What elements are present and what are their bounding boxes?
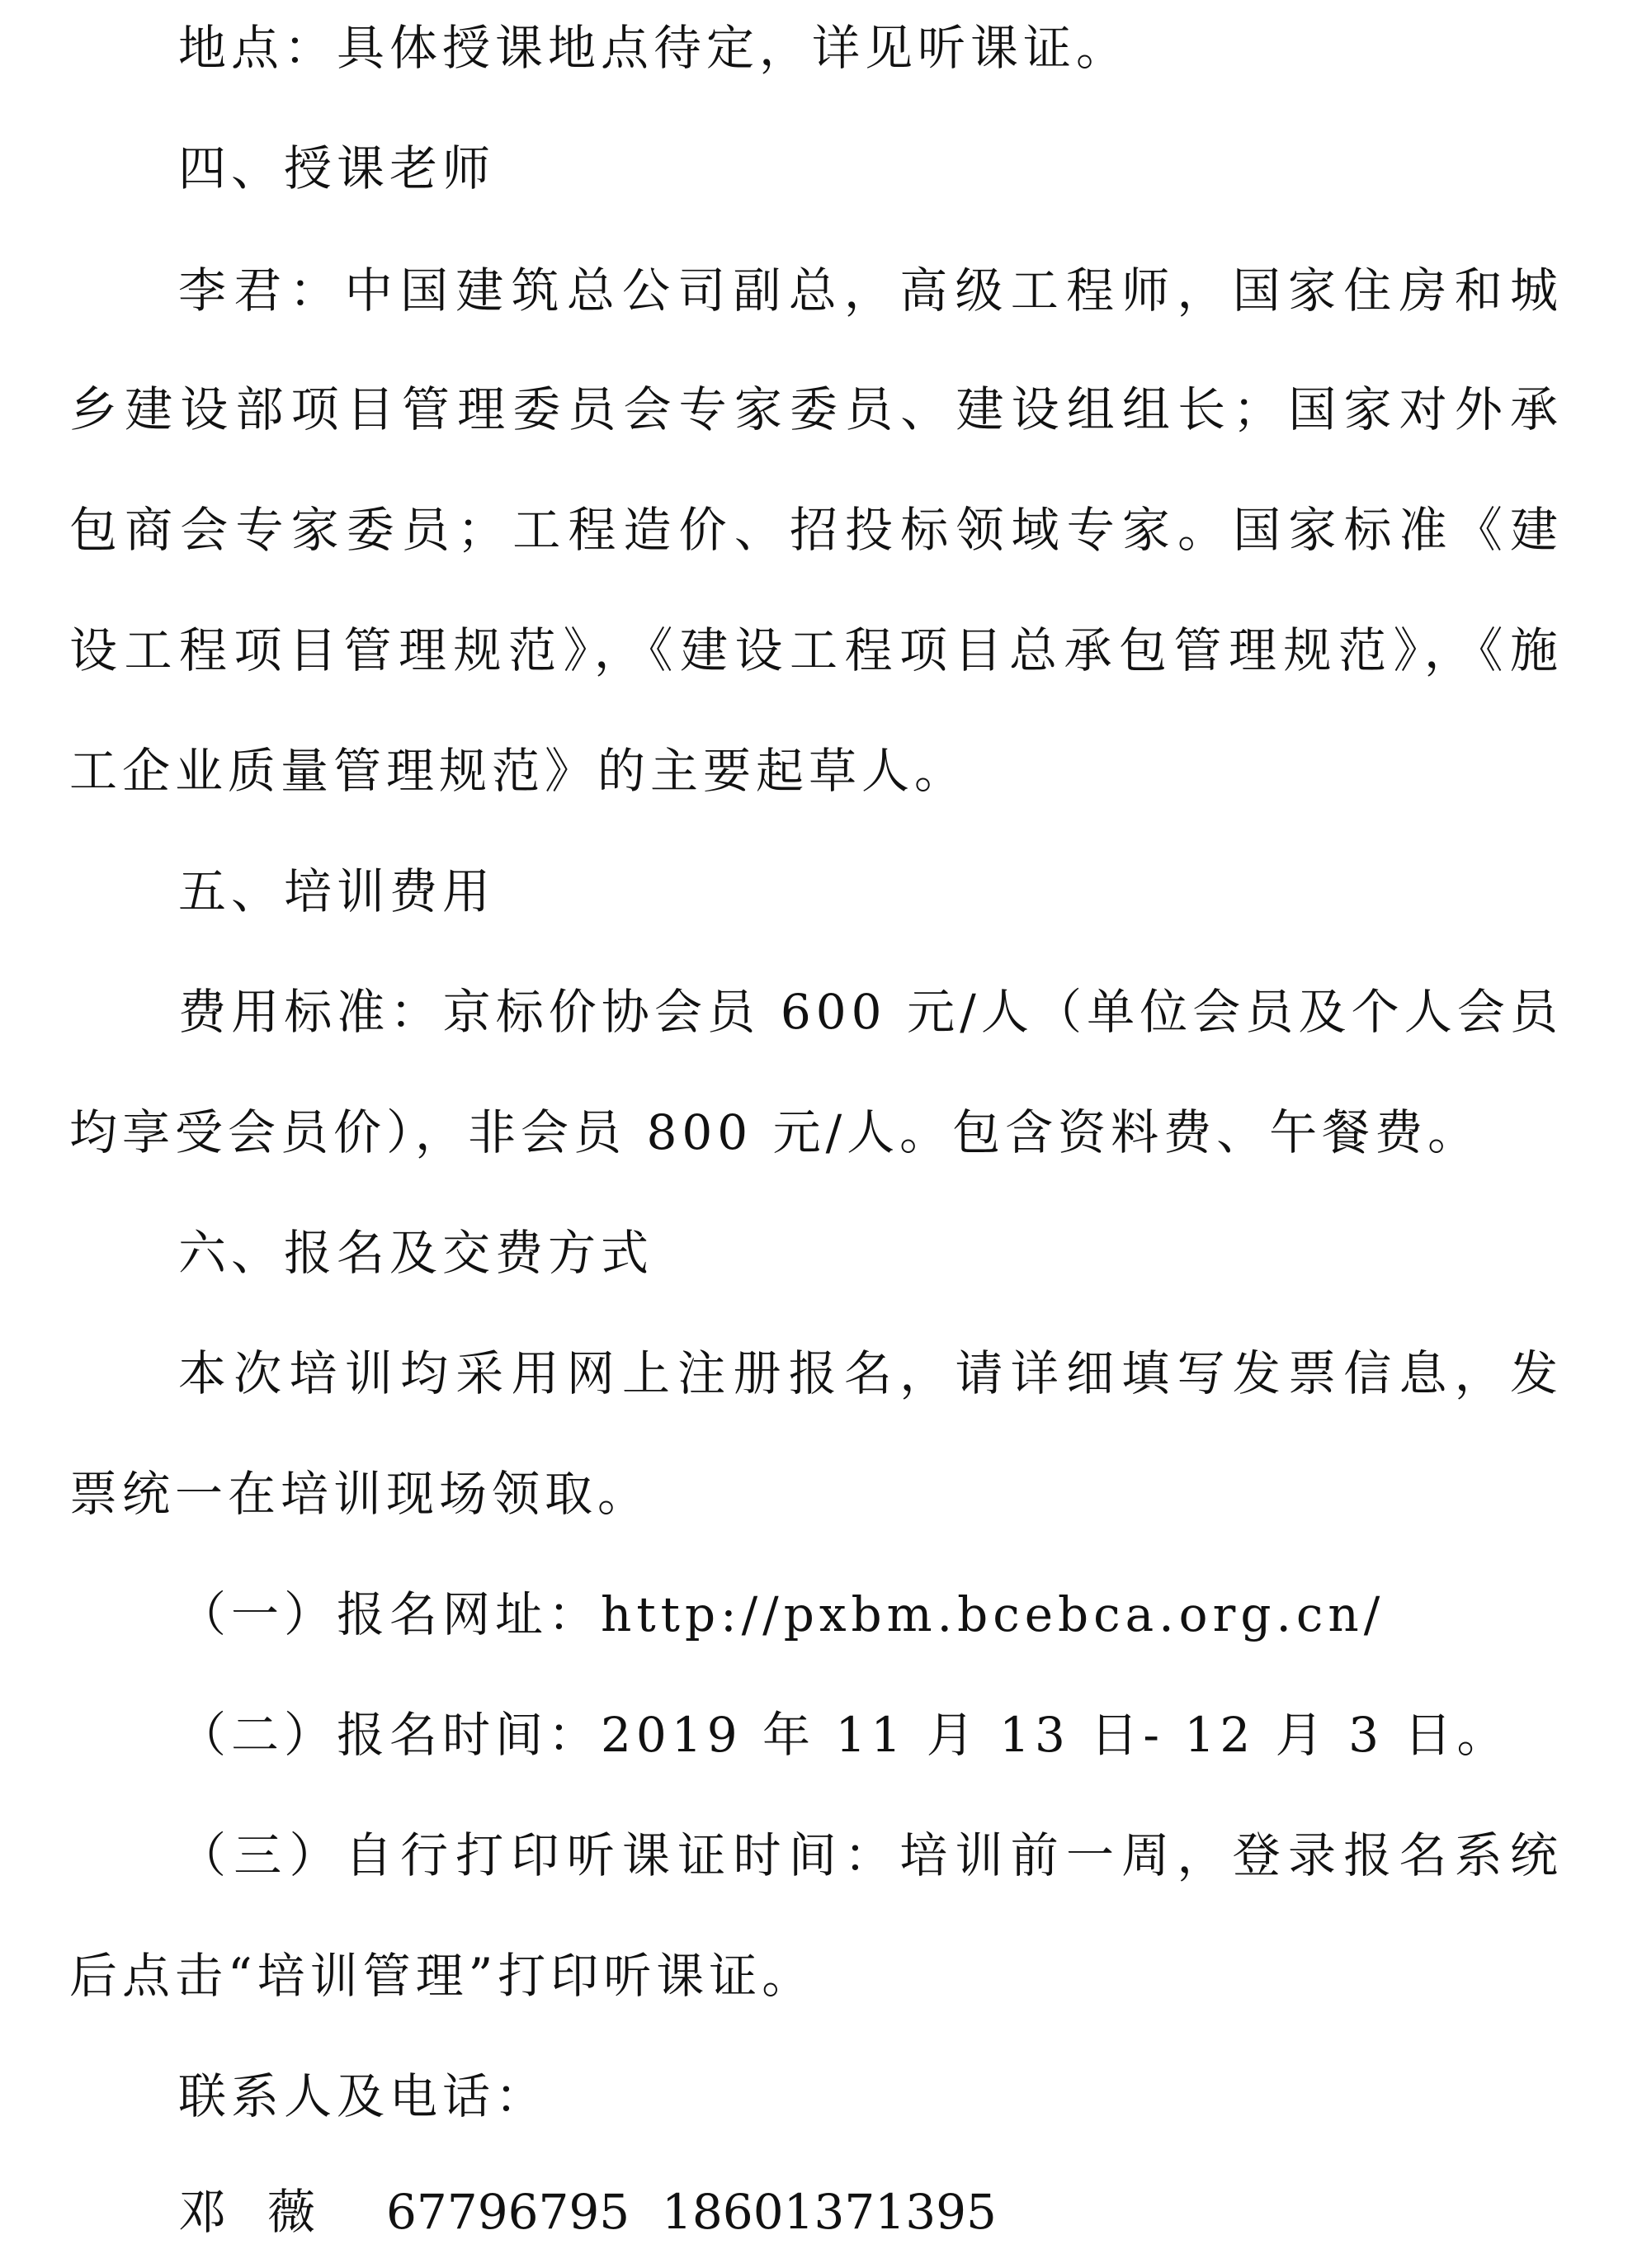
contact-label: 联系人及电话： (178, 2068, 549, 2124)
teacher-bio-line: 设工程项目管理规范》，《建设工程项目总承包管理规范》，《施 (69, 622, 1563, 678)
location-line: 地点：具体授课地点待定，详见听课证。 (178, 20, 1130, 76)
section-heading-teacher: 四、授课老师 (178, 140, 496, 196)
teacher-bio-line: 工企业质量管理规范》的主要起草人。 (69, 743, 968, 799)
teacher-bio-line: 乡建设部项目管理委员会专家委员、建设组组长；国家对外承 (69, 381, 1563, 437)
section-heading-fee: 五、培训费用 (178, 863, 496, 919)
registration-time-line: （二）报名时间：2019 年 11 月 13 日- 12 月 3 日。 (178, 1707, 1510, 1763)
teacher-bio-line: 李君：中国建筑总公司副总，高级工程师，国家住房和城 (178, 262, 1563, 319)
print-pass-line: （三）自行打印听课证时间：培训前一周，登录报名系统 (178, 1827, 1563, 1883)
fee-line: 均享受会员价），非会员 800 元/人。包含资料费、午餐费。 (69, 1104, 1481, 1160)
teacher-bio-line: 包商会专家委员；工程造价、招投标领域专家。国家标准《建 (69, 502, 1563, 558)
registration-intro-line: 票统一在培训现场领取。 (69, 1466, 651, 1522)
contact-name: 邓薇 (178, 2184, 357, 2240)
contact-phone-office: 67796795 (386, 2184, 630, 2240)
fee-line: 费用标准：京标价协会员 600 元/人（单位会员及个人会员 (178, 984, 1563, 1040)
section-heading-registration: 六、报名及交费方式 (178, 1225, 654, 1281)
contact-phone-mobile: 18601371395 (662, 2184, 997, 2240)
registration-url-line: （一）报名网址：http://pxbm.bcebca.org.cn/ (178, 1586, 1385, 1642)
registration-intro-line: 本次培训均采用网上注册报名，请详细填写发票信息，发 (178, 1345, 1563, 1401)
contact-row (178, 2179, 997, 2245)
print-pass-line: 后点击“培训管理”打印听课证。 (69, 1948, 815, 2004)
